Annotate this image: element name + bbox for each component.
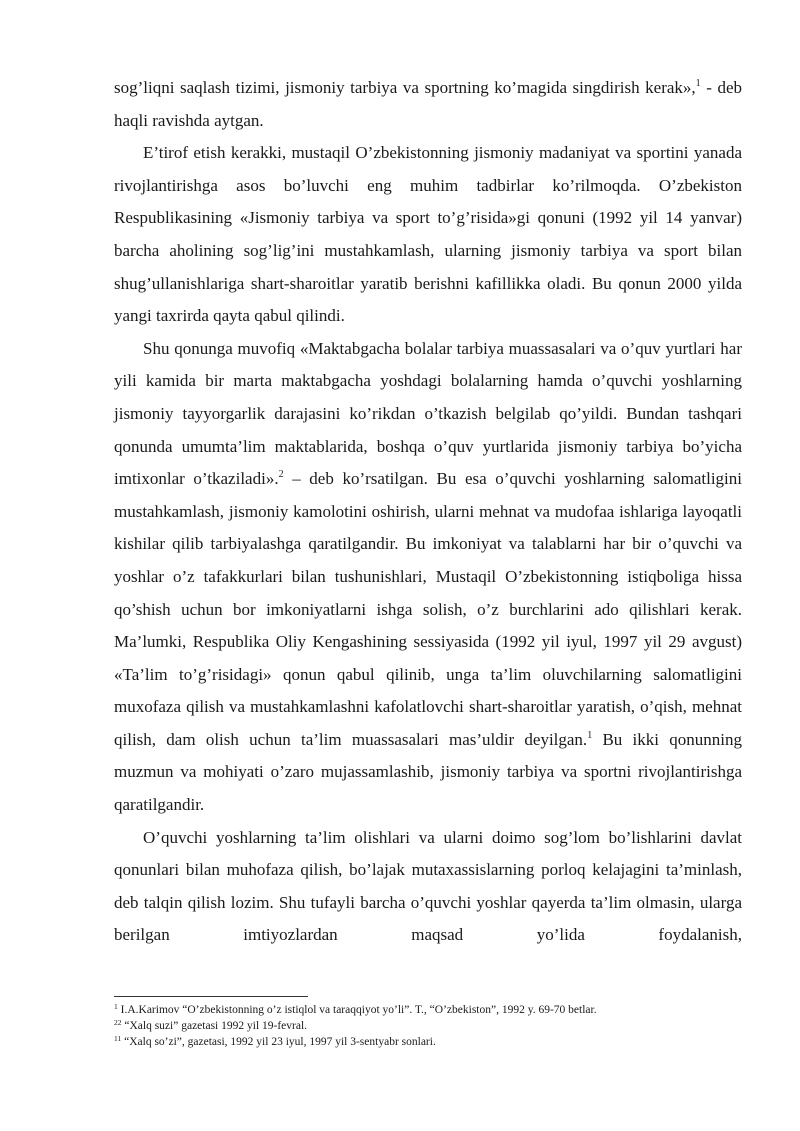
paragraph-text: Shu qonunga muvofiq «Maktabgacha bolalar tarbiya muassasalari va o’quv yurtlari har yili kamida bir marta maktabgacha yoshdagi bolalarning hamda o’quvchi yoshlarning jismoniy tayyorgarlik darajasini ko’rikdan o’tkazish belgilab qo’yildi. Bundan tashqari qonunda umumta’lim maktablarida, boshqa o’quv yurtlarida jismoniy tarbiya bo’yicha imtixonlar o’tkaziladi». xyxy=(114,338,742,489)
footnote-text: “Xalq suzi” gazetasi 1992 yil 19-fevral. xyxy=(121,1020,308,1032)
footnote-1 xyxy=(114,1002,742,1018)
footnote-separator xyxy=(114,996,308,997)
paragraph-4 xyxy=(114,822,742,952)
footnote-3 xyxy=(114,1034,742,1050)
paragraph-text: sog’liqni saqlash tizimi, jismoniy tarbiya va sportning ko’magida singdirish kerak», xyxy=(114,78,696,97)
paragraph-text: - deb haqli ravishda aytgan. xyxy=(114,78,742,130)
footnote-text: “Xalq so’zi”, gazetasi, 1992 yil 23 iyul, 1997 yil 3-sentyabr sonlari. xyxy=(121,1036,436,1048)
footnote-mark: 22 xyxy=(114,1018,122,1027)
footnote-ref: 1 xyxy=(587,729,593,741)
paragraph-text: – deb ko’rsatilgan. Bu esa o’quvchi yoshlarning salomatligini mustahkamlash, jismoniy kamolotini oshirish, ularni mehnat va mudofaa ishlariga layoqatli kishilar qilib tarbiyalashga qaratilgandir. Bu imkoniyat va talablarni har bir o’quvchi va yoshlar o’z tafakkurlari bilan tushunishlari, Mustaqil O’zbekistonning istiqboliga hissa qo’shish uchun bor imkoniyatlarni ishga solish, o’z burchlarini ado qilishlari kerak. Ma’lumki, Respublika Oliy Kengashining sessiyasida (1992 yil iyul, 1997 yil 29 avgust) «Ta’lim to’g’risidagi» qonun qabul qilinib, unga ta’lim oluvchilarning salomatligini muxofaza qilish va mustahkamlashni kafolatlovchi shart-sharoitlar yaratish, o’qish, mehnat qilish, dam olish uchun ta’lim muassasalari mas’uldir deyilgan. xyxy=(114,469,742,749)
paragraph-text: E’tirof etish kerakki, mustaqil O’zbekistonning jismoniy madaniyat va sportini yanada rivojlantirishga asos bo’luvchi eng muhim tadbirlar ko’rilmoqda. O’zbekiston Respublikasining «Jismoniy tarbiya va sport to’g’risida»gi qonuni (1992 yil 14 yanvar) barcha aholining sog’lig’ini mustahkamlash, ularning jismoniy tarbiya va sport bilan shug’ullanishlariga shart-sharoitlar yaratib berishni kafillikka oladi. Bu qonun 2000 yilda yangi taxrirda qayta qabul qilindi. xyxy=(114,143,742,326)
footnote-ref: 1 xyxy=(695,78,701,89)
paragraph-1 xyxy=(114,72,742,137)
footnotes xyxy=(114,996,742,1050)
paragraph-text: O’quvchi yoshlarning ta’lim olishlari va ularni doimo sog’lom bo’lishlarini davlat qonunlari bilan muhofaza qilish, bo’lajak mutaxassislarning porloq kelajagini ta’minlash, deb talqin qilish lozim. Shu tufayli barcha o’quvchi yoshlar qayerda ta’lim olmasin, ularga berilgan imtiyozlardan maqsad yo’lida foydalanish, xyxy=(114,827,742,945)
document-body xyxy=(114,72,742,952)
paragraph-2 xyxy=(114,137,742,333)
paragraph-text: Bu ikki qonunning muzmun va mohiyati o’zaro mujassamlashib, jismoniy tarbiya va sportni rivojlantirishga qaratilgandir. xyxy=(114,729,742,815)
footnote-mark: 1 xyxy=(114,1002,118,1011)
footnote-2 xyxy=(114,1018,742,1034)
paragraph-3 xyxy=(114,333,742,822)
footnote-mark: 11 xyxy=(114,1034,122,1043)
footnote-text: I.A.Karimov “O’zbekistonning o’z istiqlol va taraqqiyot yo’li”. T., “O’zbekiston”, 1992 y. 69-70 betlar. xyxy=(117,1004,597,1016)
footnote-ref: 2 xyxy=(278,469,284,481)
